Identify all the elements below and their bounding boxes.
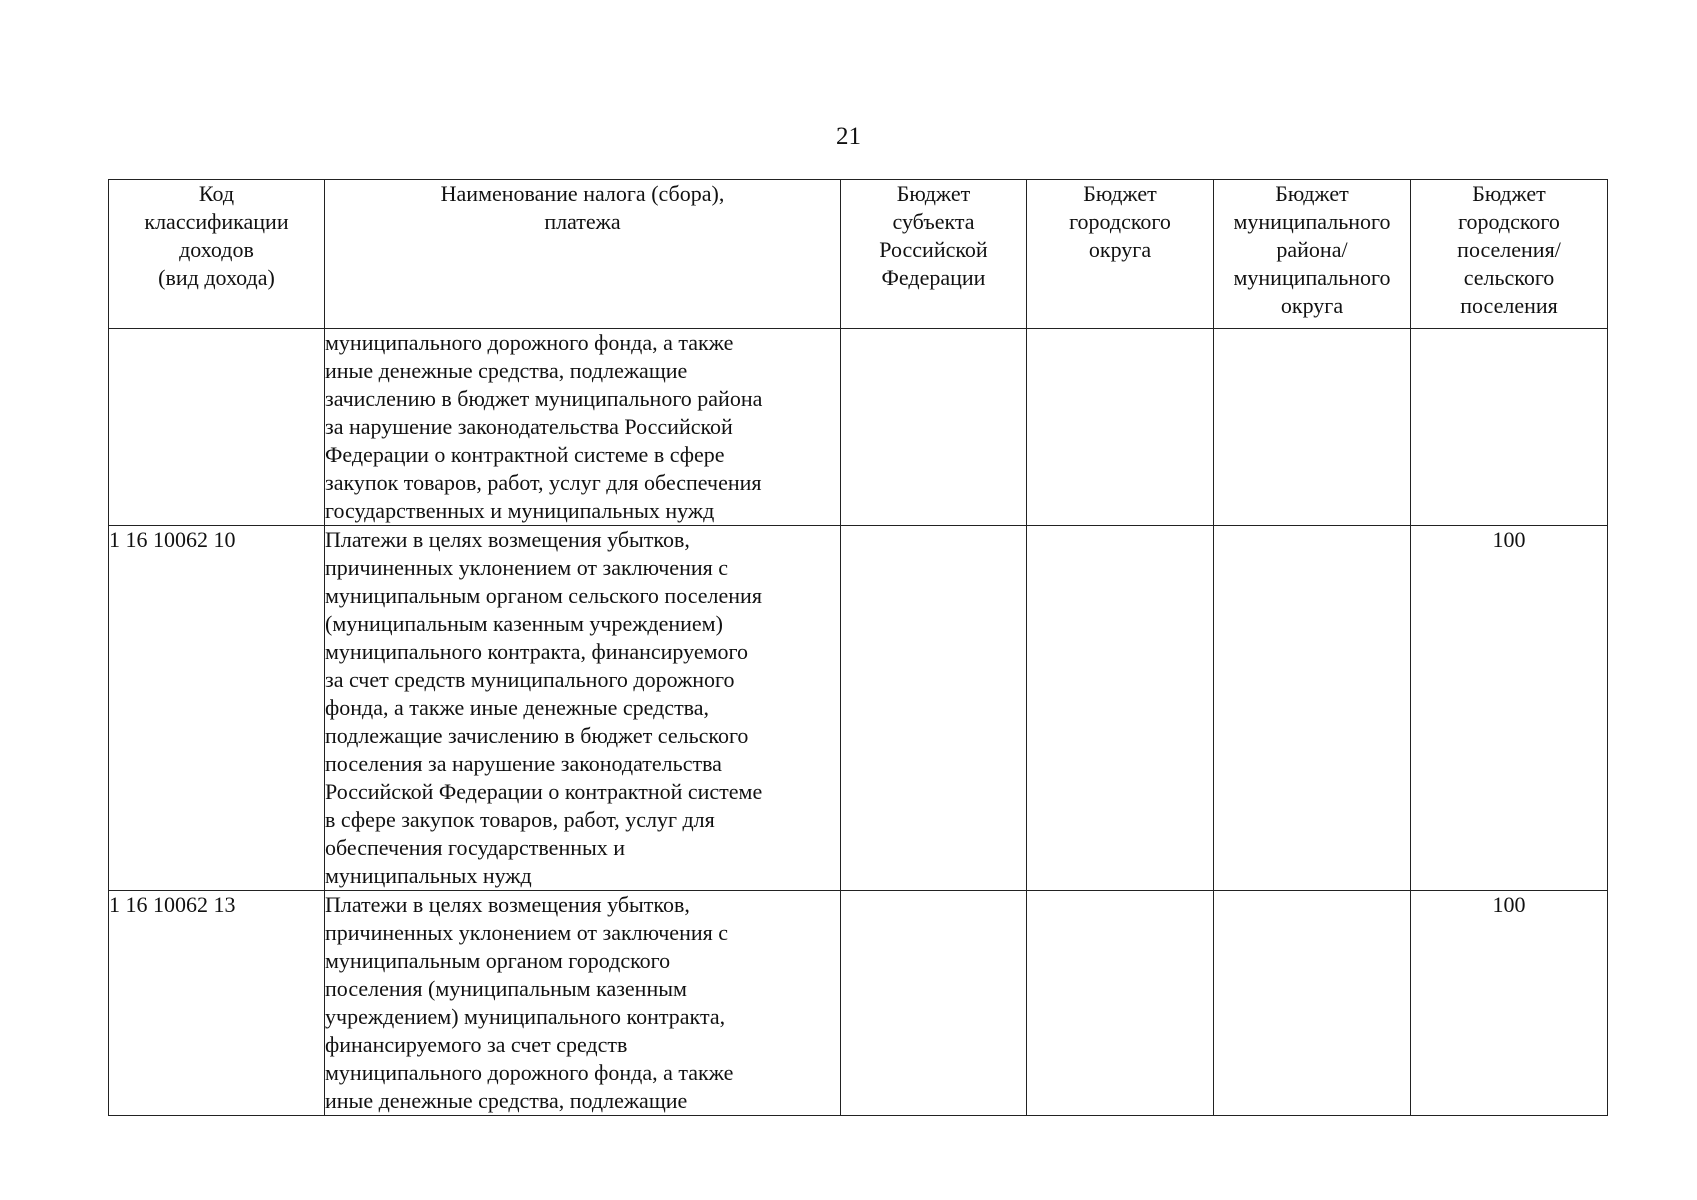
header-subject-budget: Бюджет субъекта Российской Федерации [841, 180, 1027, 329]
subject-budget-cell [841, 526, 1027, 891]
header-city-district-budget: Бюджет городского округа [1027, 180, 1214, 329]
subject-budget-cell [841, 891, 1027, 1116]
city-district-budget-cell [1027, 891, 1214, 1116]
tax-name-cell: Платежи в целях возмещения убытков, причиненных уклонением от заключения с муниципальным органом городского поселения (муниципальным казенным учреждением) муниципального контракта, финансируемого за счет средств муниципального дорожного фонда, а также иные денежные средства, подлежащие [325, 891, 841, 1116]
settlement-budget-cell [1411, 329, 1608, 526]
table-row [109, 329, 1608, 526]
municipal-district-budget-cell [1214, 891, 1411, 1116]
table-row [109, 526, 1608, 891]
city-district-budget-cell [1027, 526, 1214, 891]
tax-name-cell: муниципального дорожного фонда, а также иные денежные средства, подлежащие зачислению в бюджет муниципального района за нарушение законодательства Российской Федерации о контрактной системе в сфере закупок товаров, работ, услуг для обеспечения государственных и муниципальных нужд [325, 329, 841, 526]
page-number: 21 [836, 123, 861, 150]
header-settlement-budget: Бюджет городского поселения/ сельского поселения [1411, 180, 1608, 329]
income-code-cell: 1 16 10062 13 [109, 891, 325, 1116]
settlement-budget-cell: 100 [1411, 526, 1608, 891]
revenue-distribution-table [108, 179, 1608, 1116]
header-income-code: Код классификации доходов (вид дохода) [109, 180, 325, 329]
income-code-cell [109, 329, 325, 526]
income-code-cell: 1 16 10062 10 [109, 526, 325, 891]
header-municipal-district-budget: Бюджет муниципального района/ муниципального округа [1214, 180, 1411, 329]
city-district-budget-cell [1027, 329, 1214, 526]
table-row [109, 891, 1608, 1116]
table-header-row [109, 180, 1608, 329]
subject-budget-cell [841, 329, 1027, 526]
municipal-district-budget-cell [1214, 526, 1411, 891]
tax-name-cell: Платежи в целях возмещения убытков, причиненных уклонением от заключения с муниципальным органом сельского поселения (муниципальным казенным учреждением) муниципального контракта, финансируемого за счет средств муниципального дорожного фонда, а также иные денежные средства, подлежащие зачислению в бюджет сельского поселения за нарушение законодательства Российской Федерации о контрактной системе в сфере закупок товаров, работ, услуг для обеспечения государственных и муниципальных нужд [325, 526, 841, 891]
header-tax-name: Наименование налога (сбора), платежа [325, 180, 841, 329]
settlement-budget-cell: 100 [1411, 891, 1608, 1116]
municipal-district-budget-cell [1214, 329, 1411, 526]
